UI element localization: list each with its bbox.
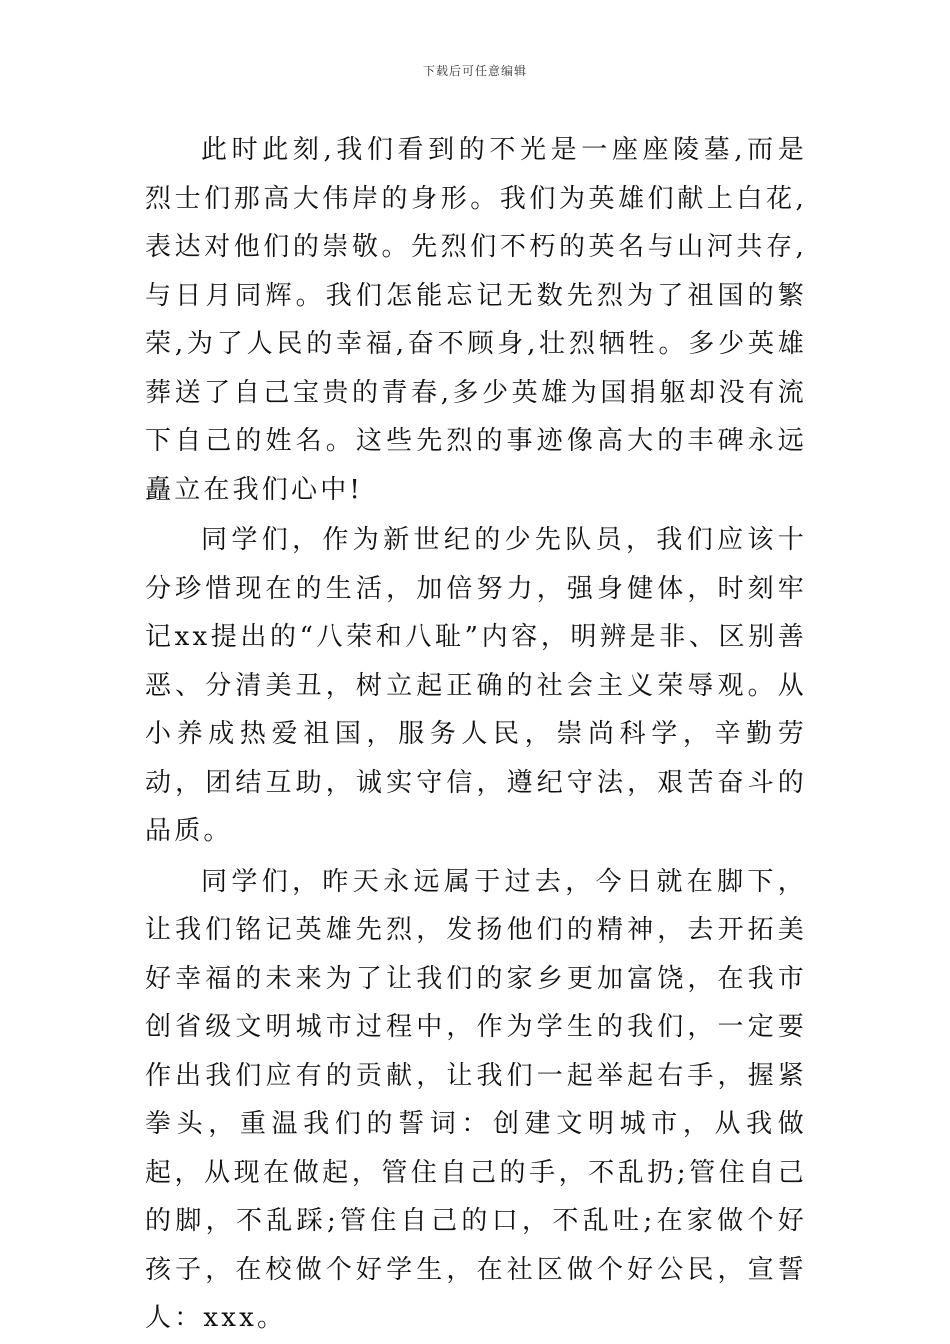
document-body — [145, 126, 807, 1343]
paragraph-3: 同学们，昨天永远属于过去，今日就在脚下，让我们铭记英雄先烈，发扬他们的精神，去开拓美好幸福的未来为了让我们的家乡更加富饶，在我市创省级文明城市过程中，作为学生的我们，一定要作出我们应有的贡献，让我们一起举起右手，握紧拳头，重温我们的誓词：创建文明城市，从我做起，从现在做起，管住自己的手，不乱扔;管住自己的脚，不乱踩;管住自己的口，不乱吐;在家做个好孩子，在校做个好学生，在社区做个好公民，宣誓人：xxx。 — [145, 866, 807, 1333]
paragraph-1: 此时此刻,我们看到的不光是一座座陵墓,而是烈士们那高大伟岸的身形。我们为英雄们献上白花,表达对他们的崇敬。先烈们不朽的英名与山河共存,与日月同辉。我们怎能忘记无数先烈为了祖国的繁荣,为了人民的幸福,奋不顾身,壮烈牺牲。多少英雄葬送了自己宝贵的青春,多少英雄为国捐躯却没有流下自己的姓名。这些先烈的事迹像高大的丰碑永远矗立在我们心中! — [145, 135, 807, 505]
paragraph-2: 同学们，作为新世纪的少先队员，我们应该十分珍惜现在的生活，加倍努力，强身健体，时刻牢记xx提出的“八荣和八耻”内容，明辨是非、区别善恶、分清美丑，树立起正确的社会主义荣辱观。从小养成热爱祖国，服务人民，崇尚科学，辛勤劳动，团结互助，诚实守信，遵纪守法，艰苦奋斗的品质。 — [145, 525, 807, 846]
page-header: 下载后可任意编辑 — [422, 64, 527, 78]
